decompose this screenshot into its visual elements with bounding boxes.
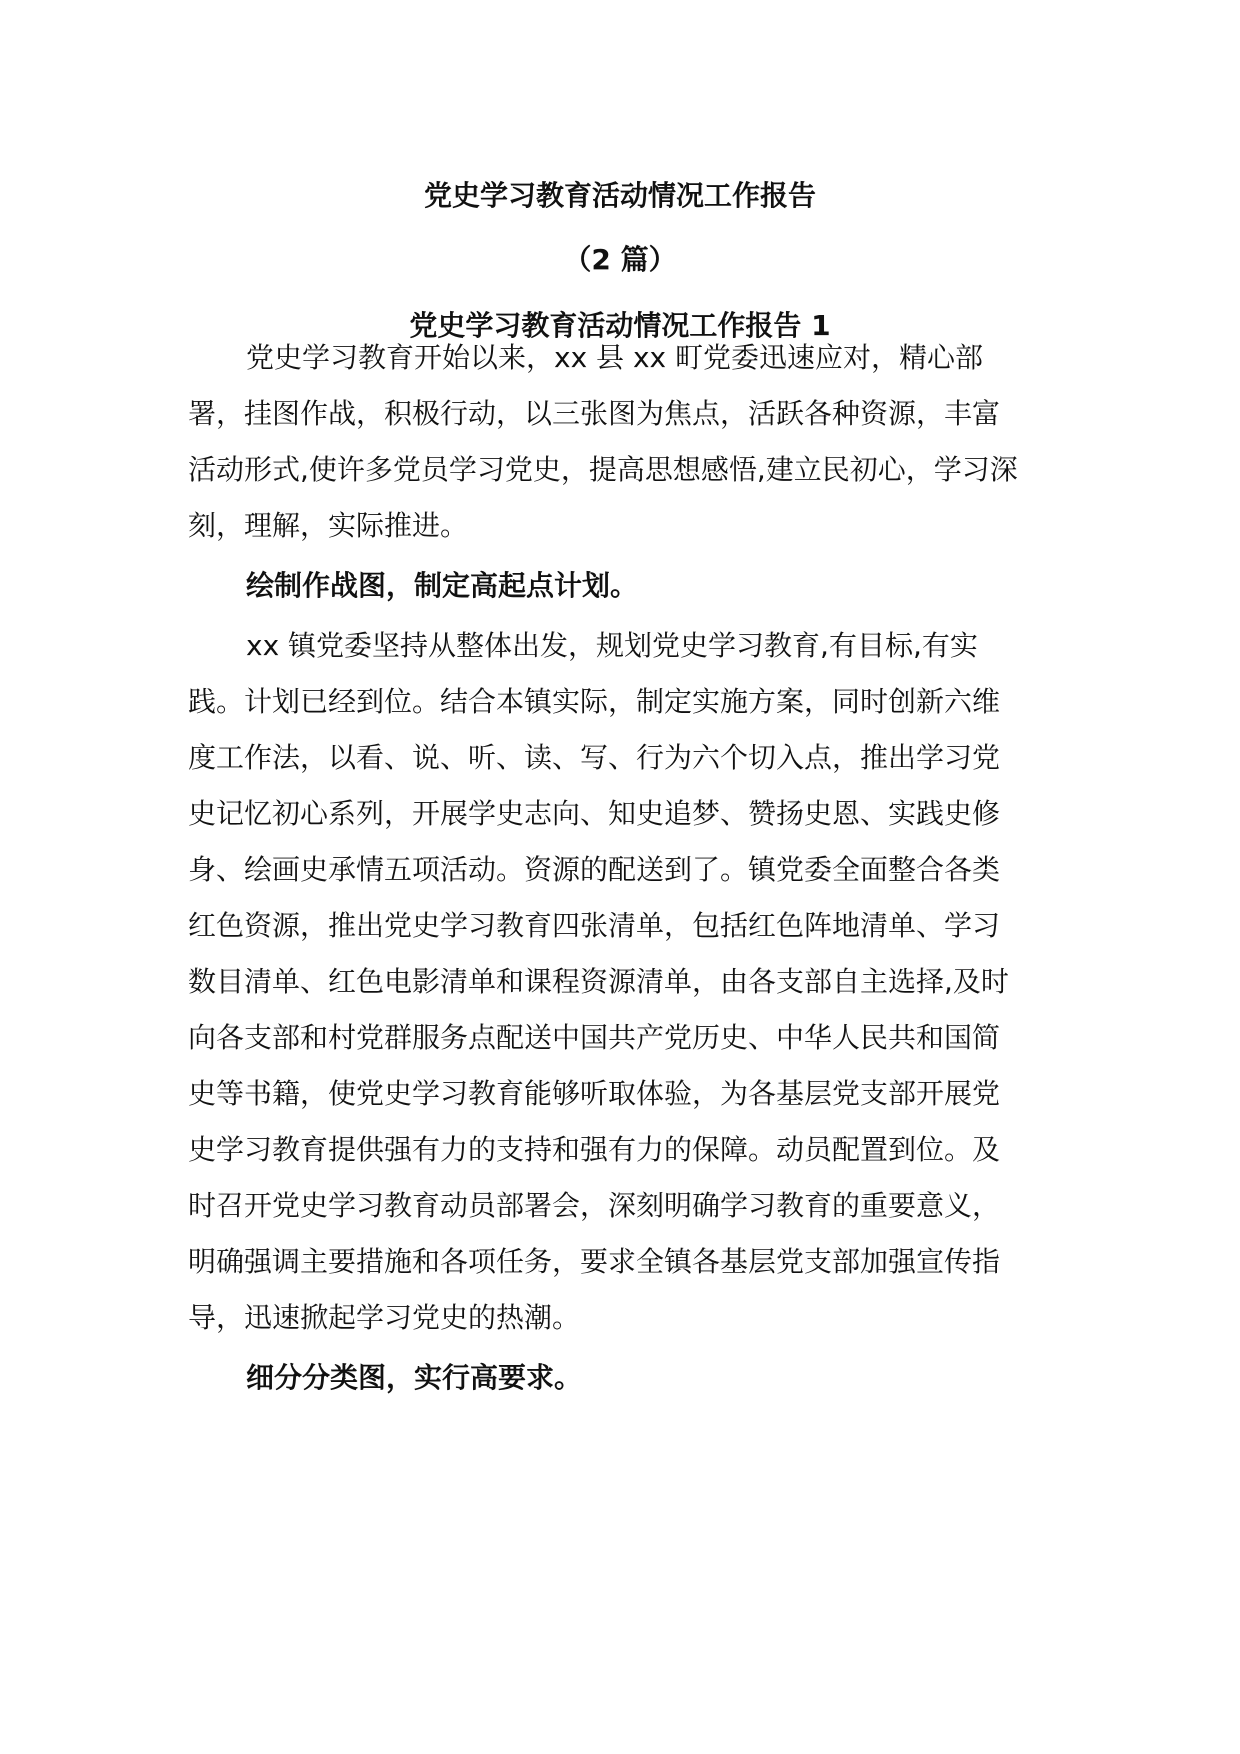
paragraph-line: 刻，理解，实际推进。 <box>188 509 469 542</box>
paragraph-line: 向各支部和村党群服务点配送中国共产党历史、中华人民共和国简 <box>188 1021 1001 1054</box>
paragraph-line: 身、绘画史承情五项活动。资源的配送到了。镇党委全面整合各类 <box>188 853 1001 886</box>
paragraph-line: 史等书籍，使党史学习教育能够听取体验，为各基层党支部开展党 <box>188 1077 1001 1110</box>
paragraph-line: 史学习教育提供强有力的支持和强有力的保障。动员配置到位。及 <box>188 1133 1001 1166</box>
paragraph-line: 活动形式,使许多党员学习党史，提高思想感悟,建立民初心，学习深 <box>188 453 1018 486</box>
section-heading: 绘制作战图，制定高起点计划。 <box>246 569 639 602</box>
paragraph-line: 度工作法，以看、说、听、读、写、行为六个切入点，推出学习党 <box>188 741 1001 774</box>
paragraph-line: 党史学习教育开始以来，xx 县 xx 町党委迅速应对，精心部 <box>246 341 983 374</box>
paragraph-line: xx 镇党委坚持从整体出发，规划党史学习教育,有目标,有实 <box>246 629 978 662</box>
paragraph-line: 导，迅速掀起学习党史的热潮。 <box>188 1301 581 1334</box>
paragraph-line: 红色资源，推出党史学习教育四张清单，包括红色阵地清单、学习 <box>188 909 1001 942</box>
section-heading: 细分分类图，实行高要求。 <box>246 1361 583 1394</box>
document-title: 党史学习教育活动情况工作报告 <box>423 179 816 212</box>
section-title: 党史学习教育活动情况工作报告 1 <box>409 309 831 342</box>
paragraph-line: 践。计划已经到位。结合本镇实际，制定实施方案，同时创新六维 <box>188 685 1001 718</box>
paragraph-line: 数目清单、红色电影清单和课程资源清单，由各支部自主选择,及时 <box>188 965 1009 998</box>
paragraph-line: 史记忆初心系列，开展学史志向、知史追梦、赞扬史恩、实践史修 <box>188 797 1001 830</box>
paragraph-line: 明确强调主要措施和各项任务，要求全镇各基层党支部加强宣传指 <box>188 1245 1001 1278</box>
paragraph-line: 时召开党史学习教育动员部署会，深刻明确学习教育的重要意义， <box>188 1189 1001 1222</box>
paragraph-line: 署，挂图作战，积极行动，以三张图为焦点，活跃各种资源，丰富 <box>188 397 1001 430</box>
document-subtitle: （2 篇） <box>563 243 677 276</box>
